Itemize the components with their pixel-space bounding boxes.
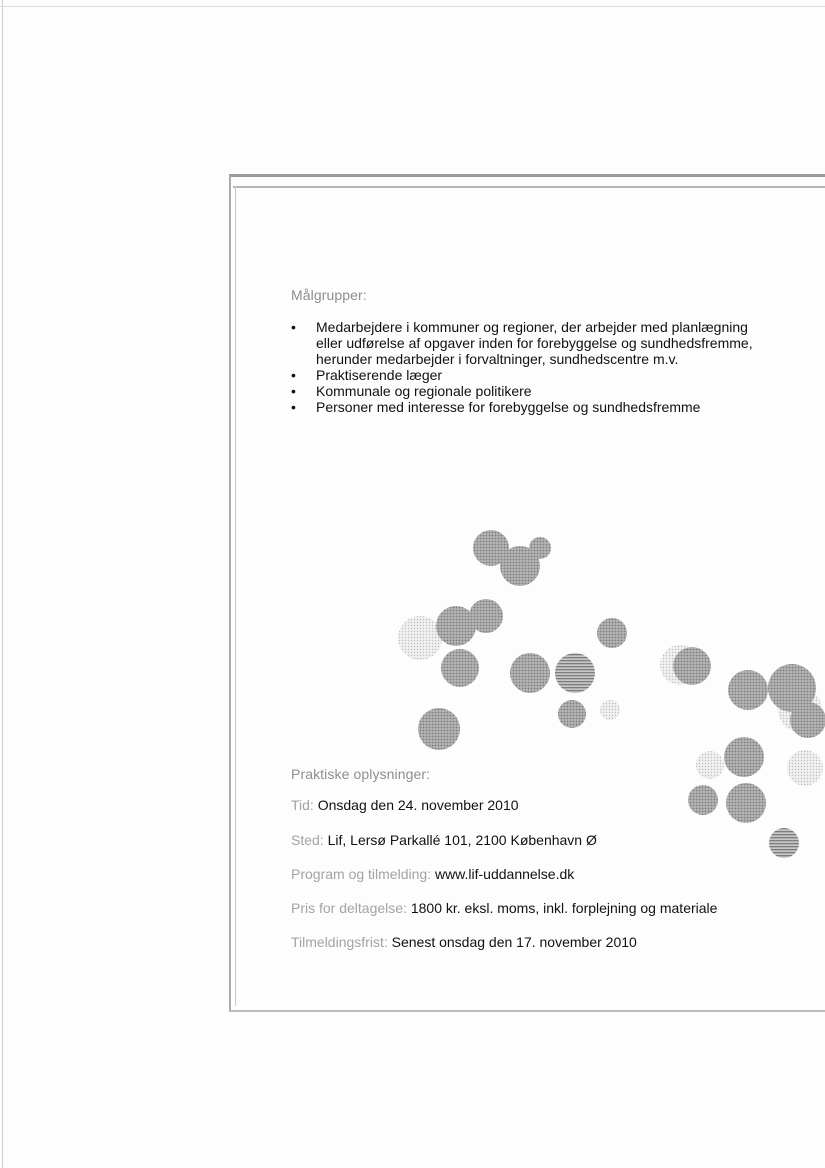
info-value: Senest onsdag den 17. november 2010: [391, 934, 637, 950]
dot-shape: [510, 653, 550, 693]
info-value: 1800 kr. eksl. moms, inkl. forplejning og materiale: [410, 900, 718, 916]
dot-shape: [787, 750, 823, 786]
flyer-top-rule: [233, 186, 825, 188]
info-value: www.lif-uddannelse.dk: [434, 866, 575, 882]
info-price: [291, 900, 717, 916]
target-groups-list: [288, 319, 768, 415]
dot-shape: [555, 653, 595, 693]
info-label: Pris for deltagelse:: [291, 900, 407, 916]
dot-shape: [529, 537, 551, 559]
info-label: Program og tilmelding:: [291, 866, 432, 882]
info-time: [291, 797, 519, 813]
dot-shape: [418, 708, 460, 750]
flyer-left-rule: [235, 186, 236, 1006]
info-program: [291, 866, 574, 882]
info-value: Lif, Lersø Parkallé 101, 2100 København Ø: [327, 832, 597, 848]
dot-shape: [469, 599, 503, 633]
bullet-icon: •: [291, 367, 296, 383]
bullet-icon: •: [291, 319, 296, 335]
info-place: [291, 832, 597, 848]
list-item: [288, 319, 768, 367]
target-groups-heading: Målgrupper:: [291, 287, 367, 303]
info-value: Onsdag den 24. november 2010: [317, 797, 519, 813]
list-item-label: Praktiserende læger: [316, 367, 443, 383]
list-item-label: Medarbejdere i kommuner og regioner, der arbejder med planlægning eller udførelse af opgaver inden for forebyggelse og sundhedsfremme, herunder medarbejder i forvaltninger, sundhedscentre m.v.: [316, 319, 753, 367]
list-item-label: Personer med interesse for forebyggelse og sundhedsfremme: [316, 399, 701, 415]
dot-shape: [558, 700, 586, 728]
page-edge-left: [2, 0, 3, 1168]
dot-shape: [688, 785, 718, 815]
dot-shape: [441, 649, 479, 687]
dot-shape: [728, 670, 768, 710]
list-item-label: Kommunale og regionale politikere: [316, 383, 532, 399]
info-label: Sted:: [291, 832, 324, 848]
decorative-dots-graphic: [380, 510, 825, 870]
dot-shape: [398, 616, 442, 660]
dot-shape: [769, 828, 799, 858]
info-deadline: [291, 934, 637, 950]
dot-shape: [790, 702, 825, 738]
bullet-icon: •: [291, 383, 296, 399]
dot-shape: [696, 751, 724, 779]
bullet-icon: •: [291, 399, 296, 415]
dot-shape: [597, 618, 627, 648]
list-item: [288, 383, 768, 399]
dot-shape: [724, 737, 764, 777]
list-item: [288, 399, 768, 415]
list-item: [288, 367, 768, 383]
page-edge-top: [0, 6, 825, 7]
dot-shape: [600, 700, 620, 720]
dot-shape: [673, 647, 711, 685]
practical-info-heading: Praktiske oplysninger:: [291, 766, 431, 782]
info-label: Tid:: [291, 797, 314, 813]
info-label: Tilmeldingsfrist:: [291, 934, 388, 950]
dot-shape: [726, 783, 766, 823]
